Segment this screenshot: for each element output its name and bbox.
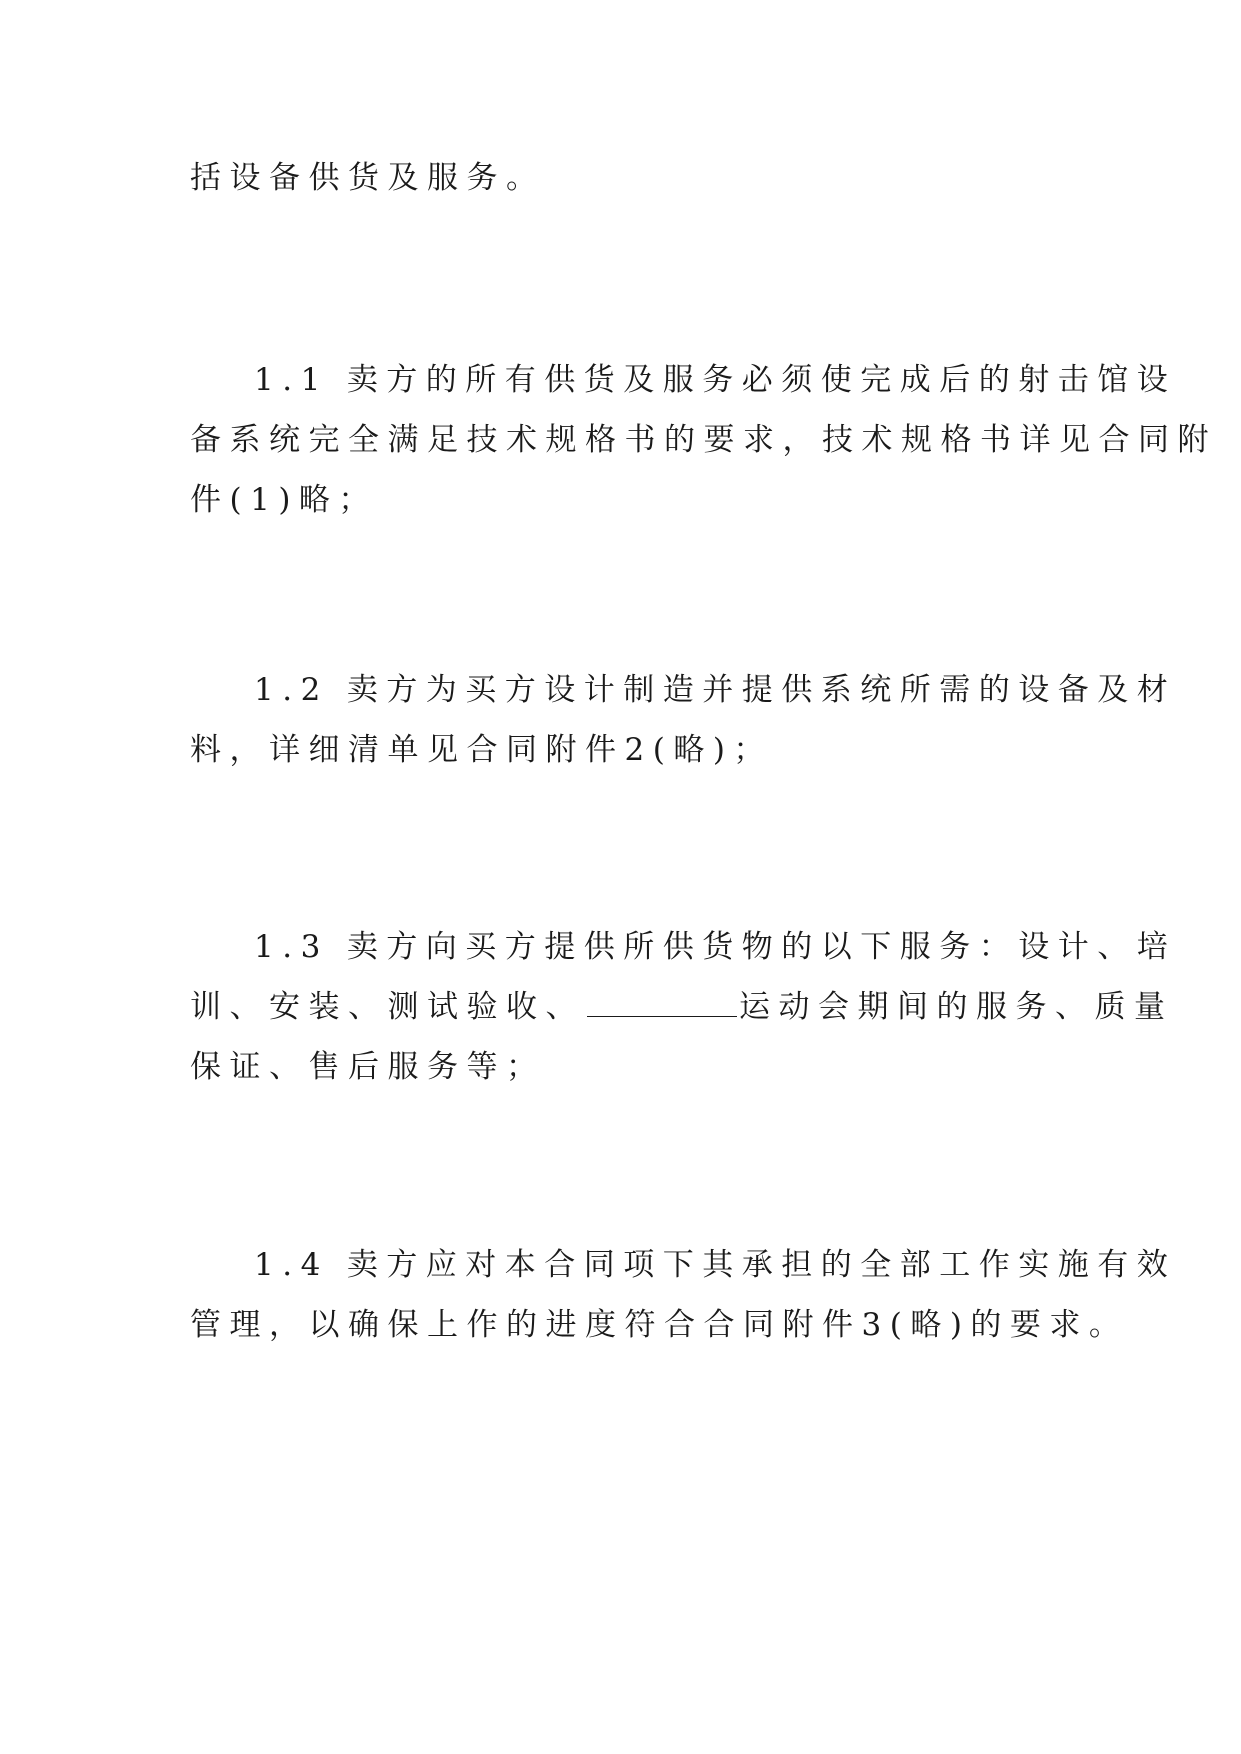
paragraph-line: 卖方向买方提供所供货物的以下服务：设计、培 xyxy=(346,929,1177,965)
clause-1-3 xyxy=(190,917,1177,1097)
clause-1-1 xyxy=(190,350,1217,530)
paragraph-line: 保证、售后服务等； xyxy=(190,1049,546,1085)
clause-1-2 xyxy=(190,660,1177,780)
paragraph-line: 卖方应对本合同项下其承担的全部工作实施有效 xyxy=(346,1247,1177,1283)
paragraph-line: 训、安装、测试验收、 xyxy=(190,989,585,1025)
paragraph-line: 件(1)略； xyxy=(190,482,378,518)
paragraph-line: 括设备供货及服务。 xyxy=(190,160,546,196)
paragraph-line: 管理，以确保上作的进度符合合同附件3(略)的要求。 xyxy=(190,1307,1129,1343)
paragraph-line: 卖方为买方设计制造并提供系统所需的设备及材 xyxy=(346,672,1177,708)
clause-number: 1.1 xyxy=(254,362,329,398)
paragraph-line: 料，详细清单见合同附件2(略)； xyxy=(190,732,773,768)
clause-number: 1.2 xyxy=(254,672,329,708)
clause-number: 1.4 xyxy=(254,1247,329,1283)
paragraph-intro-continuation xyxy=(190,148,1050,208)
paragraph-line: 备系统完全满足技术规格书的要求，技术规格书详见合同附 xyxy=(190,422,1217,458)
clause-number: 1.3 xyxy=(254,929,329,965)
paragraph-line: 卖方的所有供货及服务必须使完成后的射击馆设 xyxy=(346,362,1177,398)
clause-1-4 xyxy=(190,1235,1177,1355)
fill-in-blank xyxy=(587,986,737,1017)
paragraph-line: 运动会期间的服务、质量 xyxy=(739,989,1174,1025)
